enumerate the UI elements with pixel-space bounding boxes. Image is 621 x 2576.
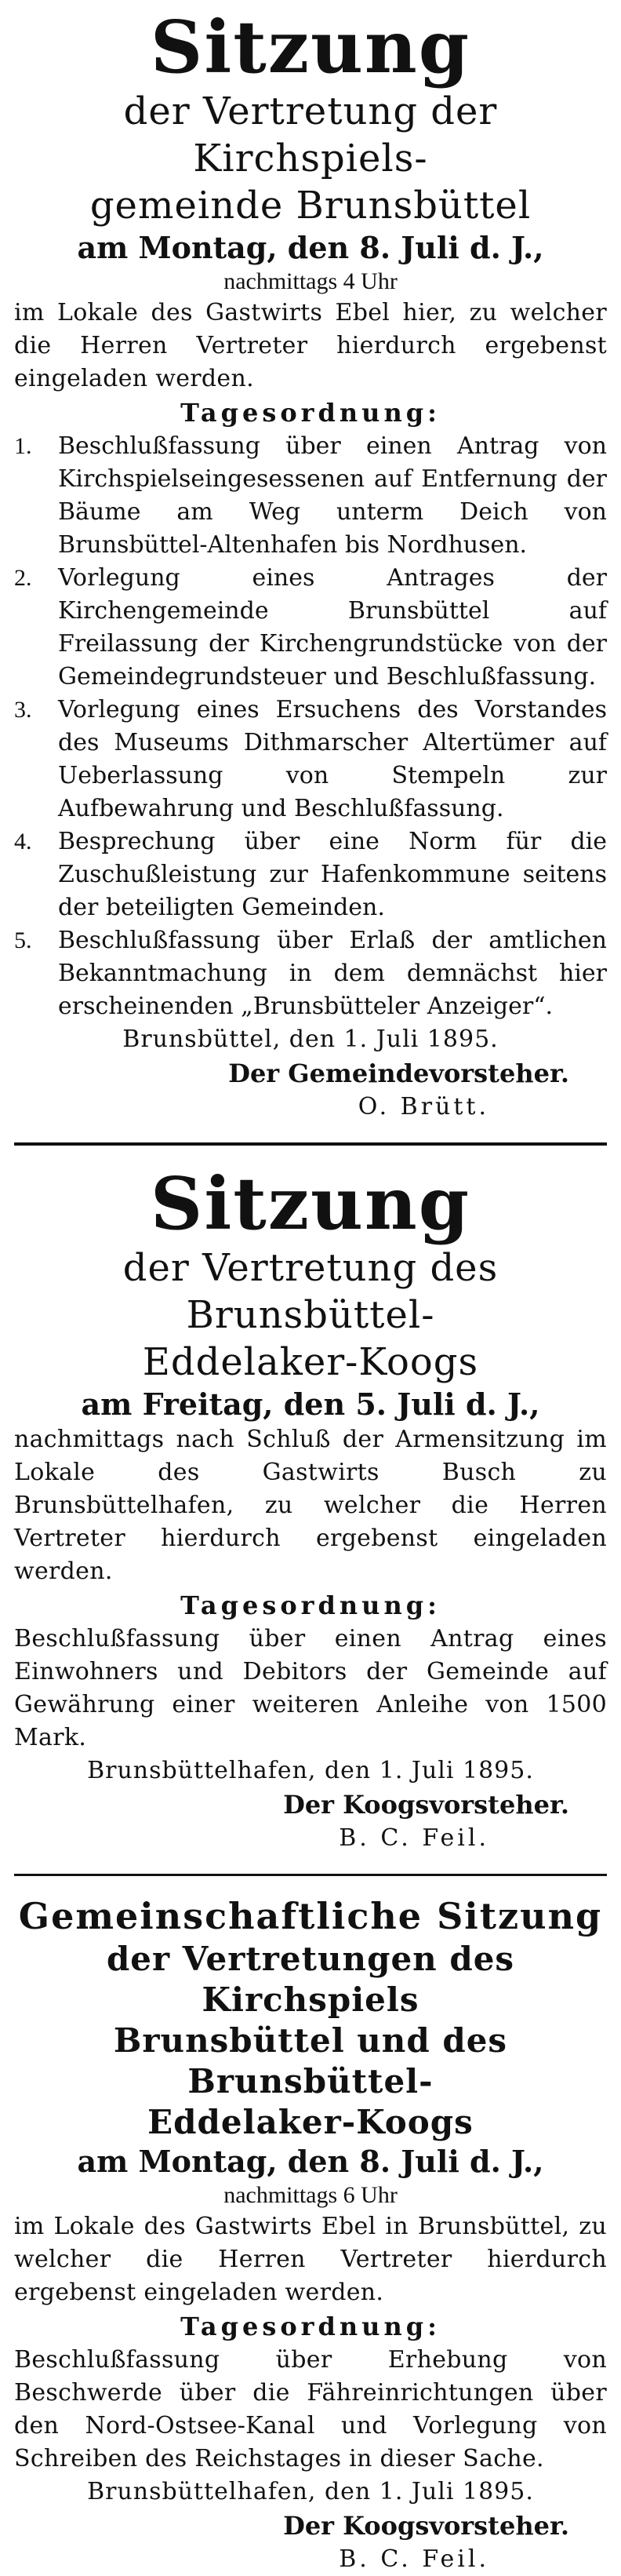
meeting-date: am Freitag, den 5. Juli d. J., (81, 1386, 540, 1422)
notice-subhead-line: Eddelaker-Koogs (147, 2103, 474, 2141)
notice-kirchspielsgemeinde (14, 6, 607, 1124)
agenda-text: Beschlußfassung über einen Antrag eines Einwohners und Debitors der Gemeinde auf Gewährung einer weiteren Anleihe von 1500 Mark. (14, 1625, 607, 1751)
notice-koog (14, 1163, 607, 1855)
notice-headline: Gemeinschaftliche Sitzung (18, 1895, 603, 1937)
notice-headline: Sitzung (150, 1161, 471, 1246)
agenda-item-number: 1. (14, 433, 32, 459)
meeting-date: am Montag, den 8. Juli d. J., (77, 2144, 544, 2179)
notice-subhead-line: der Vertretung des Brunsbüttel- (122, 1246, 499, 1337)
signer-title: Der Koogsvorsteher. (283, 2511, 569, 2541)
notice-subhead-line: gemeinde Brunsbüttel (89, 184, 532, 228)
signer-title: Der Koogsvorsteher. (283, 1790, 569, 1820)
place-and-date: Brunsbüttelhafen, den 1. Juli 1895. (87, 1757, 534, 1784)
agenda-item (14, 825, 607, 924)
agenda-item (14, 694, 607, 825)
invitation-text: im Lokale des Gastwirts Ebel hier, zu welcher die Herren Vertreter hierdurch ergebenst eingeladen werden. (14, 299, 607, 392)
meeting-time: nachmittags 4 Uhr (223, 268, 398, 294)
notice-subhead-line: Brunsbüttel und des Brunsbüttel- (113, 2021, 508, 2101)
agenda-item-number: 5. (14, 927, 32, 953)
agenda-title: Tagesordnung: (180, 1590, 441, 1620)
agenda-item-number: 2. (14, 565, 32, 591)
section-divider (14, 1874, 607, 1876)
agenda-item-number: 4. (14, 829, 32, 854)
signer-name: B. C. Feil. (339, 1824, 489, 1852)
notice-headline: Sitzung (150, 5, 471, 89)
signer-title: Der Gemeindevorsteher. (228, 1058, 569, 1088)
agenda-item (14, 430, 607, 562)
agenda-item-number: 3. (14, 697, 32, 723)
agenda-item-text: Vorlegung eines Ersuchens des Vorstandes des Museums Dithmarscher Altertümer auf Ueberlassung von Stempeln zur Aufbewahrung und Beschlußfassung. (58, 696, 607, 822)
signer-name: O. Brütt. (358, 1093, 489, 1120)
agenda-text: Beschlußfassung über Erhebung von Beschwerde über die Fähreinrichtungen über den Nord-Ostsee-Kanal und Vorlegung von Schreiben des Reichstages in dieser Sache. (14, 2346, 607, 2472)
agenda-title: Tagesordnung: (180, 398, 441, 428)
meeting-date: am Montag, den 8. Juli d. J., (77, 230, 544, 265)
agenda-item-text: Vorlegung eines Antrages der Kirchengemeinde Brunsbüttel auf Freilassung der Kirchengrundstücke von der Gemeindegrundsteuer und Beschlußfassung. (58, 564, 607, 690)
signer-name: B. C. Feil. (339, 2545, 489, 2573)
section-divider (14, 1142, 607, 1146)
notice-joint-session (14, 1893, 607, 2576)
notice-subhead-line: Eddelaker-Koogs (142, 1340, 479, 1384)
notice-subhead-line: der Vertretung der Kirchspiels- (123, 89, 498, 180)
agenda-item-text: Beschlußfassung über einen Antrag von Kirchspielseingesessenen auf Entfernung der Bäume am Weg unterm Deich von Brunsbüttel-Altenhafen bis Nordhusen. (58, 432, 607, 559)
place-and-date: Brunsbüttelhafen, den 1. Juli 1895. (87, 2478, 534, 2505)
place-and-date: Brunsbüttel, den 1. Juli 1895. (122, 1026, 499, 1053)
invitation-text: im Lokale des Gastwirts Ebel in Brunsbüttel, zu welcher die Herren Vertreter hierdurch ergebenst eingeladen werden. (14, 2213, 607, 2306)
agenda-list (14, 430, 607, 1023)
agenda-item (14, 562, 607, 694)
newspaper-page (14, 6, 607, 2576)
agenda-item (14, 924, 607, 1023)
notice-subhead-line: der Vertretungen des Kirchspiels (106, 1940, 515, 2019)
agenda-title: Tagesordnung: (180, 2312, 441, 2341)
meeting-time: nachmittags 6 Uhr (223, 2182, 398, 2208)
invitation-text: nachmittags nach Schluß der Armensitzung im Lokale des Gastwirts Busch zu Brunsbüttelhafen, zu welcher die Herren Vertreter hierdurch ergebenst eingeladen werden. (14, 1426, 607, 1585)
agenda-item-text: Besprechung über eine Norm für die Zuschußleistung zur Hafenkommune seitens der beteiligten Gemeinden. (58, 828, 607, 921)
agenda-item-text: Beschlußfassung über Erlaß der amtlichen Bekanntmachung in dem demnächst hier erscheinenden „Brunsbütteler Anzeiger“. (58, 927, 607, 1020)
